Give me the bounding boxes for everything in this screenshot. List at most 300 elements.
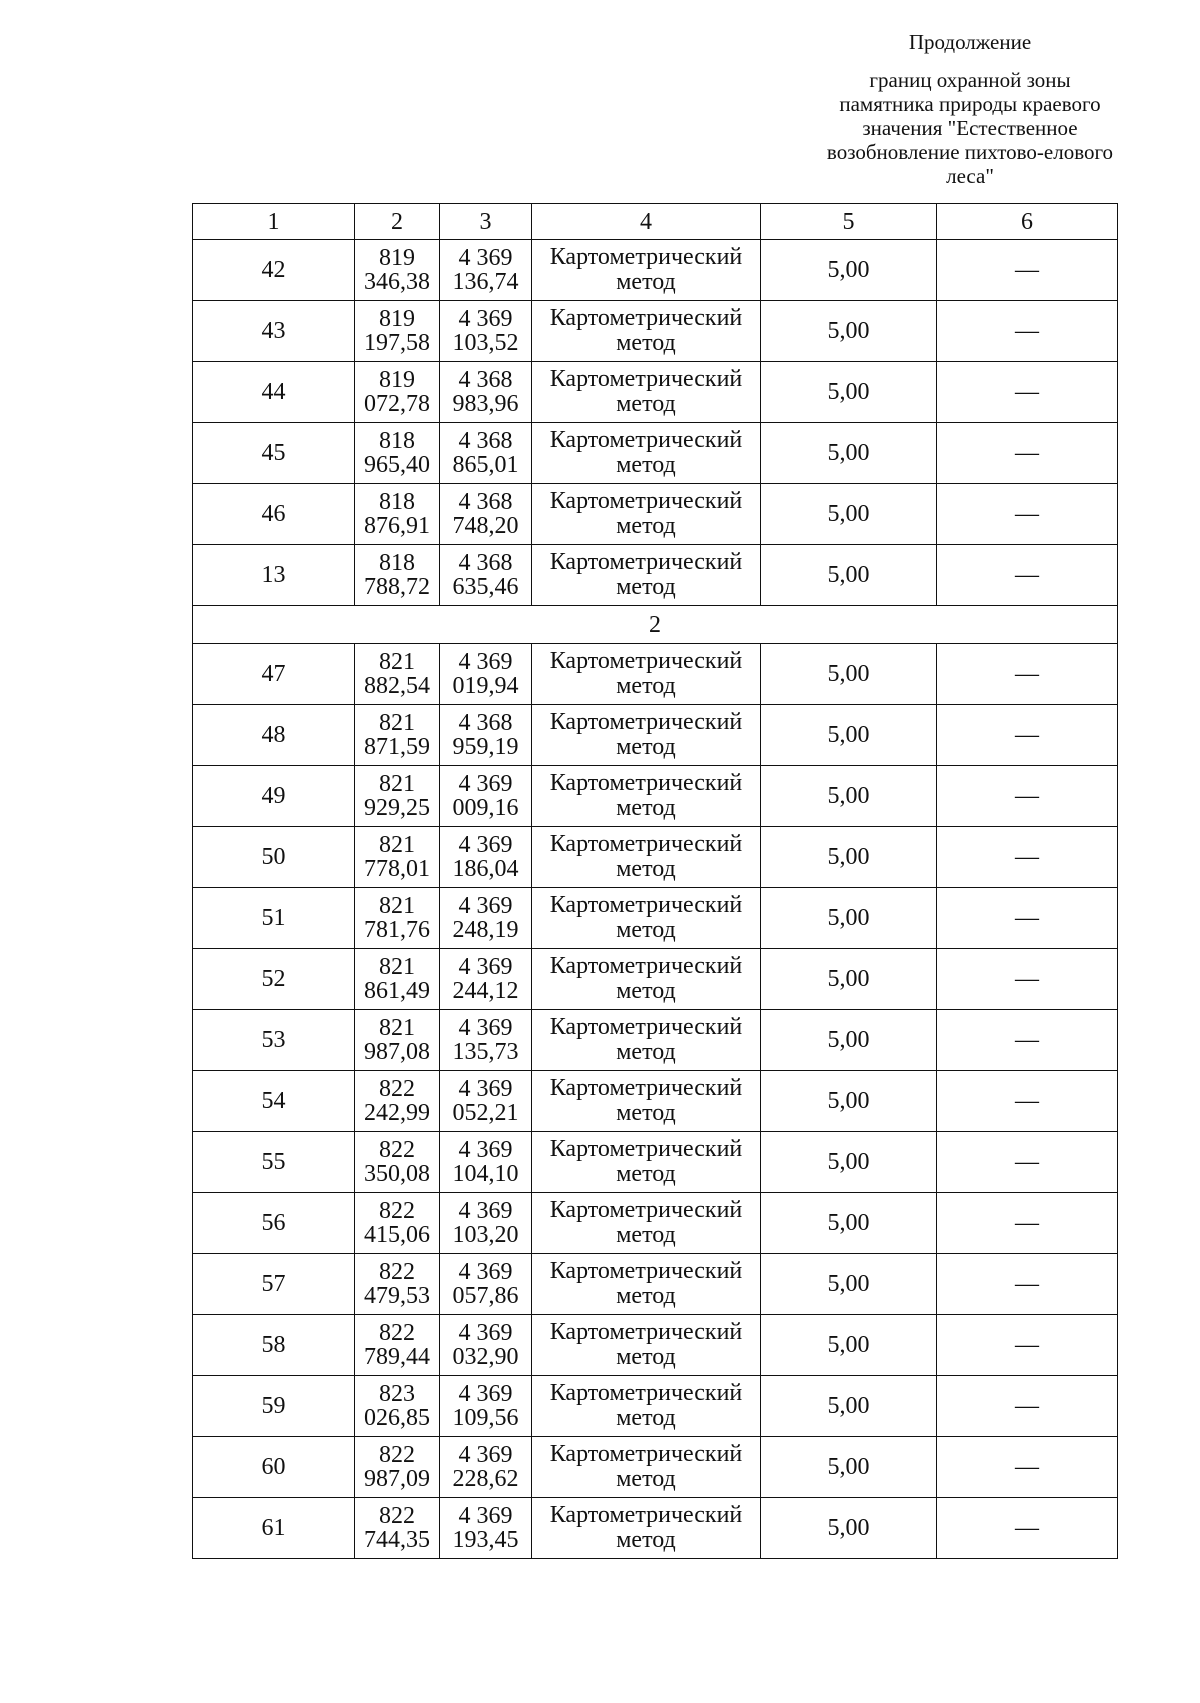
coord-x-cell-line-top: 821 bbox=[379, 893, 415, 919]
coord-y-cell bbox=[440, 1437, 532, 1498]
coord-y-cell bbox=[440, 1071, 532, 1132]
header-line-4: возобновление пихтово-елового bbox=[826, 140, 1114, 164]
method-cell-stack bbox=[532, 1381, 760, 1431]
coord-y-cell bbox=[440, 705, 532, 766]
coord-y-cell-line-top: 4 369 bbox=[458, 1381, 513, 1407]
point-number-cell: 58 bbox=[193, 1315, 355, 1376]
coord-x-cell bbox=[355, 1376, 440, 1437]
method-cell bbox=[532, 301, 761, 362]
coord-x-cell bbox=[355, 1254, 440, 1315]
method-cell bbox=[532, 1071, 761, 1132]
method-cell-line-bottom: метод bbox=[616, 856, 676, 882]
column-header-3: 3 bbox=[440, 204, 532, 240]
header-line-2: памятника природы краевого bbox=[839, 92, 1101, 116]
method-cell-stack bbox=[532, 1503, 760, 1553]
method-cell-line-bottom: метод bbox=[616, 574, 676, 600]
description-cell: — bbox=[937, 301, 1118, 362]
coord-x-cell-stack bbox=[355, 1016, 439, 1064]
coord-y-cell-line-bottom: 983,96 bbox=[452, 391, 519, 417]
coord-x-cell-line-top: 822 bbox=[379, 1198, 415, 1224]
coord-x-cell-line-bottom: 778,01 bbox=[364, 856, 430, 882]
method-cell bbox=[532, 888, 761, 949]
method-cell bbox=[532, 362, 761, 423]
method-cell-line-bottom: метод bbox=[616, 1283, 676, 1309]
method-cell-stack bbox=[532, 245, 760, 295]
method-cell-line-bottom: метод bbox=[616, 734, 676, 760]
method-cell-line-bottom: метод bbox=[616, 269, 676, 295]
description-cell: — bbox=[937, 766, 1118, 827]
point-number-cell: 59 bbox=[193, 1376, 355, 1437]
description-cell: — bbox=[937, 1254, 1118, 1315]
coord-x-cell bbox=[355, 1315, 440, 1376]
coord-y-cell bbox=[440, 888, 532, 949]
coord-x-cell-line-bottom: 415,06 bbox=[364, 1222, 430, 1248]
coord-x-cell-line-top: 821 bbox=[379, 832, 415, 858]
coord-x-cell bbox=[355, 1071, 440, 1132]
point-number-cell: 57 bbox=[193, 1254, 355, 1315]
coord-x-cell-stack bbox=[355, 772, 439, 820]
method-cell bbox=[532, 484, 761, 545]
coord-x-cell-stack bbox=[355, 650, 439, 698]
coord-x-cell bbox=[355, 766, 440, 827]
table-row bbox=[193, 240, 1118, 301]
accuracy-cell: 5,00 bbox=[761, 888, 937, 949]
accuracy-cell: 5,00 bbox=[761, 1193, 937, 1254]
coordinates-table-body bbox=[193, 204, 1118, 1559]
coord-x-cell-line-bottom: 876,91 bbox=[364, 513, 430, 539]
method-cell-stack bbox=[532, 1015, 760, 1065]
method-cell bbox=[532, 240, 761, 301]
method-cell-line-top: Картометрический bbox=[549, 770, 743, 796]
column-header-1: 1 bbox=[193, 204, 355, 240]
description-cell: — bbox=[937, 644, 1118, 705]
method-cell-line-top: Картометрический bbox=[549, 1014, 743, 1040]
method-cell bbox=[532, 1193, 761, 1254]
table-row bbox=[193, 545, 1118, 606]
method-cell-line-top: Картометрический bbox=[549, 953, 743, 979]
coord-x-cell-line-top: 819 bbox=[379, 367, 415, 393]
table-row bbox=[193, 1376, 1118, 1437]
method-cell bbox=[532, 1010, 761, 1071]
description-cell: — bbox=[937, 1437, 1118, 1498]
coord-y-cell-stack bbox=[440, 1443, 531, 1491]
method-cell bbox=[532, 1498, 761, 1559]
coord-y-cell-stack bbox=[440, 246, 531, 294]
coord-y-cell-line-bottom: 052,21 bbox=[452, 1100, 519, 1126]
coord-y-cell bbox=[440, 1376, 532, 1437]
method-cell-stack bbox=[532, 1137, 760, 1187]
table-row bbox=[193, 949, 1118, 1010]
coord-y-cell-stack bbox=[440, 551, 531, 599]
accuracy-cell: 5,00 bbox=[761, 705, 937, 766]
coord-y-cell-line-bottom: 193,45 bbox=[452, 1527, 519, 1553]
coord-x-cell bbox=[355, 240, 440, 301]
table-row bbox=[193, 362, 1118, 423]
coord-x-cell-line-top: 818 bbox=[379, 489, 415, 515]
method-cell-line-bottom: метод bbox=[616, 1161, 676, 1187]
coord-x-cell-stack bbox=[355, 551, 439, 599]
coord-y-cell-line-bottom: 136,74 bbox=[452, 269, 519, 295]
method-cell bbox=[532, 827, 761, 888]
coord-y-cell-line-top: 4 369 bbox=[458, 1198, 513, 1224]
coord-y-cell bbox=[440, 1254, 532, 1315]
method-cell bbox=[532, 766, 761, 827]
method-cell bbox=[532, 705, 761, 766]
description-cell: — bbox=[937, 362, 1118, 423]
method-cell-line-top: Картометрический bbox=[549, 1502, 743, 1528]
coord-y-cell bbox=[440, 362, 532, 423]
coord-y-cell bbox=[440, 766, 532, 827]
description-cell: — bbox=[937, 1132, 1118, 1193]
coord-y-cell-line-bottom: 186,04 bbox=[452, 856, 519, 882]
coord-y-cell-line-top: 4 368 bbox=[458, 489, 513, 515]
method-cell-line-top: Картометрический bbox=[549, 1197, 743, 1223]
coord-x-cell-line-bottom: 479,53 bbox=[364, 1283, 430, 1309]
method-cell-line-bottom: метод bbox=[616, 1100, 676, 1126]
method-cell bbox=[532, 1315, 761, 1376]
method-cell bbox=[532, 423, 761, 484]
coord-y-cell-stack bbox=[440, 368, 531, 416]
coord-x-cell-line-top: 822 bbox=[379, 1076, 415, 1102]
method-cell-line-top: Картометрический bbox=[549, 366, 743, 392]
coord-x-cell-line-bottom: 026,85 bbox=[364, 1405, 430, 1431]
coord-x-cell-line-bottom: 987,09 bbox=[364, 1466, 430, 1492]
accuracy-cell: 5,00 bbox=[761, 827, 937, 888]
point-number-cell: 48 bbox=[193, 705, 355, 766]
coordinates-table bbox=[192, 203, 1118, 1559]
point-number-cell: 61 bbox=[193, 1498, 355, 1559]
description-cell: — bbox=[937, 423, 1118, 484]
description-cell: — bbox=[937, 1498, 1118, 1559]
coord-x-cell-line-top: 821 bbox=[379, 954, 415, 980]
coord-x-cell-line-top: 822 bbox=[379, 1137, 415, 1163]
coord-x-cell bbox=[355, 1010, 440, 1071]
method-cell-line-bottom: метод bbox=[616, 1039, 676, 1065]
method-cell bbox=[532, 1254, 761, 1315]
method-cell-line-bottom: метод bbox=[616, 978, 676, 1004]
method-cell-stack bbox=[532, 893, 760, 943]
coord-y-cell bbox=[440, 644, 532, 705]
table-row bbox=[193, 1498, 1118, 1559]
method-cell-stack bbox=[532, 1076, 760, 1126]
coord-y-cell-line-bottom: 244,12 bbox=[452, 978, 519, 1004]
coord-y-cell bbox=[440, 301, 532, 362]
coord-y-cell-line-top: 4 369 bbox=[458, 245, 513, 271]
coord-y-cell bbox=[440, 1498, 532, 1559]
header-line-5: леса" bbox=[946, 164, 994, 188]
coord-x-cell-stack bbox=[355, 1077, 439, 1125]
point-number-cell: 51 bbox=[193, 888, 355, 949]
coord-y-cell-line-bottom: 635,46 bbox=[452, 574, 519, 600]
method-cell-line-top: Картометрический bbox=[549, 1441, 743, 1467]
point-number-cell: 47 bbox=[193, 644, 355, 705]
coord-y-cell-line-bottom: 748,20 bbox=[452, 513, 519, 539]
coord-y-cell bbox=[440, 545, 532, 606]
description-cell: — bbox=[937, 827, 1118, 888]
point-number-cell: 54 bbox=[193, 1071, 355, 1132]
method-cell bbox=[532, 644, 761, 705]
accuracy-cell: 5,00 bbox=[761, 1498, 937, 1559]
coord-x-cell-line-bottom: 871,59 bbox=[364, 734, 430, 760]
coord-x-cell-line-top: 821 bbox=[379, 1015, 415, 1041]
description-cell: — bbox=[937, 545, 1118, 606]
coord-x-cell bbox=[355, 545, 440, 606]
coord-x-cell-stack bbox=[355, 1138, 439, 1186]
accuracy-cell: 5,00 bbox=[761, 301, 937, 362]
section-row bbox=[193, 606, 1118, 644]
accuracy-cell: 5,00 bbox=[761, 1254, 937, 1315]
coord-y-cell-stack bbox=[440, 650, 531, 698]
coord-y-cell-stack bbox=[440, 1016, 531, 1064]
coord-x-cell-line-top: 822 bbox=[379, 1259, 415, 1285]
coord-x-cell-line-top: 822 bbox=[379, 1503, 415, 1529]
table-row bbox=[193, 644, 1118, 705]
point-number-cell: 50 bbox=[193, 827, 355, 888]
table-row bbox=[193, 1010, 1118, 1071]
coord-y-cell-line-bottom: 103,20 bbox=[452, 1222, 519, 1248]
coord-y-cell-stack bbox=[440, 1382, 531, 1430]
method-cell-stack bbox=[532, 428, 760, 478]
coord-y-cell-stack bbox=[440, 1321, 531, 1369]
coord-x-cell-line-top: 821 bbox=[379, 771, 415, 797]
coord-x-cell-line-bottom: 072,78 bbox=[364, 391, 430, 417]
coord-x-cell bbox=[355, 301, 440, 362]
coord-x-cell-stack bbox=[355, 1504, 439, 1552]
accuracy-cell: 5,00 bbox=[761, 1010, 937, 1071]
point-number-cell: 44 bbox=[193, 362, 355, 423]
method-cell-line-top: Картометрический bbox=[549, 305, 743, 331]
coord-y-cell-line-bottom: 248,19 bbox=[452, 917, 519, 943]
coord-x-cell-stack bbox=[355, 833, 439, 881]
method-cell-line-top: Картометрический bbox=[549, 1258, 743, 1284]
coord-y-cell-line-bottom: 019,94 bbox=[452, 673, 519, 699]
coord-y-cell-line-bottom: 109,56 bbox=[452, 1405, 519, 1431]
coord-y-cell-line-bottom: 228,62 bbox=[452, 1466, 519, 1492]
method-cell-line-bottom: метод bbox=[616, 1405, 676, 1431]
coord-y-cell-line-bottom: 009,16 bbox=[452, 795, 519, 821]
coord-y-cell-line-top: 4 368 bbox=[458, 710, 513, 736]
point-number-cell: 55 bbox=[193, 1132, 355, 1193]
coord-y-cell-line-top: 4 369 bbox=[458, 771, 513, 797]
coord-y-cell-line-top: 4 369 bbox=[458, 1442, 513, 1468]
coord-y-cell bbox=[440, 423, 532, 484]
method-cell-line-bottom: метод bbox=[616, 1344, 676, 1370]
coord-y-cell-stack bbox=[440, 307, 531, 355]
point-number-cell: 52 bbox=[193, 949, 355, 1010]
column-header-5: 5 bbox=[761, 204, 937, 240]
method-cell-stack bbox=[532, 1320, 760, 1370]
description-cell: — bbox=[937, 1315, 1118, 1376]
method-cell-line-top: Картометрический bbox=[549, 1075, 743, 1101]
coord-y-cell-stack bbox=[440, 1077, 531, 1125]
coord-y-cell-line-bottom: 103,52 bbox=[452, 330, 519, 356]
coord-x-cell bbox=[355, 1193, 440, 1254]
coord-y-cell bbox=[440, 1010, 532, 1071]
header-spacer bbox=[790, 54, 1150, 68]
method-cell-line-bottom: метод bbox=[616, 452, 676, 478]
coord-x-cell-line-bottom: 744,35 bbox=[364, 1527, 430, 1553]
accuracy-cell: 5,00 bbox=[761, 362, 937, 423]
method-cell-stack bbox=[532, 306, 760, 356]
method-cell-line-top: Картометрический bbox=[549, 648, 743, 674]
method-cell-line-bottom: метод bbox=[616, 1466, 676, 1492]
coord-y-cell-stack bbox=[440, 429, 531, 477]
coord-x-cell bbox=[355, 888, 440, 949]
method-cell-line-top: Картометрический bbox=[549, 1136, 743, 1162]
coord-y-cell-line-top: 4 369 bbox=[458, 306, 513, 332]
table-row bbox=[193, 888, 1118, 949]
coord-x-cell-line-bottom: 929,25 bbox=[364, 795, 430, 821]
table-header-row bbox=[193, 204, 1118, 240]
method-cell-line-bottom: метод bbox=[616, 673, 676, 699]
method-cell-line-top: Картометрический bbox=[549, 892, 743, 918]
coord-y-cell-stack bbox=[440, 1138, 531, 1186]
table-row bbox=[193, 766, 1118, 827]
coord-y-cell-line-bottom: 032,90 bbox=[452, 1344, 519, 1370]
method-cell-line-top: Картометрический bbox=[549, 427, 743, 453]
accuracy-cell: 5,00 bbox=[761, 1376, 937, 1437]
table-row bbox=[193, 423, 1118, 484]
coord-y-cell-line-top: 4 368 bbox=[458, 550, 513, 576]
method-cell-line-top: Картометрический bbox=[549, 1319, 743, 1345]
accuracy-cell: 5,00 bbox=[761, 766, 937, 827]
coord-x-cell-line-bottom: 346,38 bbox=[364, 269, 430, 295]
coord-x-cell-line-bottom: 350,08 bbox=[364, 1161, 430, 1187]
coord-x-cell-line-bottom: 965,40 bbox=[364, 452, 430, 478]
description-cell: — bbox=[937, 1010, 1118, 1071]
coord-x-cell-line-top: 819 bbox=[379, 306, 415, 332]
method-cell-stack bbox=[532, 954, 760, 1004]
coord-x-cell-line-bottom: 197,58 bbox=[364, 330, 430, 356]
point-number-cell: 60 bbox=[193, 1437, 355, 1498]
coord-x-cell-line-top: 821 bbox=[379, 710, 415, 736]
method-cell-stack bbox=[532, 832, 760, 882]
table-row bbox=[193, 1193, 1118, 1254]
method-cell-line-bottom: метод bbox=[616, 1527, 676, 1553]
description-cell: — bbox=[937, 240, 1118, 301]
coord-y-cell-line-top: 4 369 bbox=[458, 893, 513, 919]
table-row bbox=[193, 301, 1118, 362]
coord-x-cell-line-bottom: 987,08 bbox=[364, 1039, 430, 1065]
table-row bbox=[193, 1315, 1118, 1376]
method-cell-line-bottom: метод bbox=[616, 513, 676, 539]
coord-y-cell-line-top: 4 369 bbox=[458, 1320, 513, 1346]
accuracy-cell: 5,00 bbox=[761, 1071, 937, 1132]
coord-y-cell-line-top: 4 368 bbox=[458, 428, 513, 454]
coord-x-cell-line-top: 819 bbox=[379, 245, 415, 271]
coord-y-cell bbox=[440, 1315, 532, 1376]
accuracy-cell: 5,00 bbox=[761, 1132, 937, 1193]
header-line-3: значения "Естественное bbox=[862, 116, 1078, 140]
description-cell: — bbox=[937, 1376, 1118, 1437]
coord-x-cell-line-top: 818 bbox=[379, 428, 415, 454]
section-label: 2 bbox=[193, 606, 1118, 644]
method-cell-stack bbox=[532, 489, 760, 539]
coord-y-cell-stack bbox=[440, 833, 531, 881]
coord-y-cell-line-top: 4 369 bbox=[458, 649, 513, 675]
coord-x-cell-line-bottom: 781,76 bbox=[364, 917, 430, 943]
method-cell-line-bottom: метод bbox=[616, 795, 676, 821]
coord-y-cell bbox=[440, 240, 532, 301]
coord-x-cell-stack bbox=[355, 1443, 439, 1491]
coord-y-cell-line-top: 4 369 bbox=[458, 1137, 513, 1163]
coord-y-cell-line-top: 4 369 bbox=[458, 1259, 513, 1285]
coord-x-cell bbox=[355, 949, 440, 1010]
coord-x-cell-stack bbox=[355, 368, 439, 416]
coord-y-cell-line-bottom: 865,01 bbox=[452, 452, 519, 478]
coord-x-cell bbox=[355, 705, 440, 766]
continuation-label: Продолжение bbox=[908, 30, 1032, 54]
coord-y-cell-stack bbox=[440, 1260, 531, 1308]
coord-x-cell-line-top: 821 bbox=[379, 649, 415, 675]
point-number-cell: 56 bbox=[193, 1193, 355, 1254]
coord-y-cell-stack bbox=[440, 894, 531, 942]
description-cell: — bbox=[937, 1193, 1118, 1254]
coord-x-cell-stack bbox=[355, 711, 439, 759]
description-cell: — bbox=[937, 705, 1118, 766]
coord-x-cell-line-bottom: 788,72 bbox=[364, 574, 430, 600]
coord-y-cell-line-top: 4 369 bbox=[458, 954, 513, 980]
description-cell: — bbox=[937, 949, 1118, 1010]
accuracy-cell: 5,00 bbox=[761, 644, 937, 705]
column-header-6: 6 bbox=[937, 204, 1118, 240]
coord-x-cell-line-top: 818 bbox=[379, 550, 415, 576]
coord-y-cell-line-top: 4 369 bbox=[458, 1015, 513, 1041]
coord-y-cell bbox=[440, 827, 532, 888]
accuracy-cell: 5,00 bbox=[761, 949, 937, 1010]
coord-x-cell-stack bbox=[355, 429, 439, 477]
coord-x-cell bbox=[355, 644, 440, 705]
point-number-cell: 49 bbox=[193, 766, 355, 827]
coord-y-cell-line-top: 4 369 bbox=[458, 1076, 513, 1102]
point-number-cell: 43 bbox=[193, 301, 355, 362]
method-cell-line-top: Картометрический bbox=[549, 488, 743, 514]
table-row bbox=[193, 1132, 1118, 1193]
coord-x-cell-line-top: 822 bbox=[379, 1442, 415, 1468]
coord-x-cell-stack bbox=[355, 246, 439, 294]
coord-x-cell bbox=[355, 423, 440, 484]
coord-y-cell bbox=[440, 1132, 532, 1193]
document-header bbox=[790, 30, 1150, 188]
method-cell-line-bottom: метод bbox=[616, 1222, 676, 1248]
method-cell bbox=[532, 1376, 761, 1437]
accuracy-cell: 5,00 bbox=[761, 484, 937, 545]
method-cell-line-top: Картометрический bbox=[549, 709, 743, 735]
method-cell-line-top: Картометрический bbox=[549, 1380, 743, 1406]
method-cell-stack bbox=[532, 1198, 760, 1248]
point-number-cell: 46 bbox=[193, 484, 355, 545]
method-cell-stack bbox=[532, 649, 760, 699]
point-number-cell: 45 bbox=[193, 423, 355, 484]
coord-y-cell-stack bbox=[440, 772, 531, 820]
method-cell-stack bbox=[532, 550, 760, 600]
table-row bbox=[193, 484, 1118, 545]
coord-x-cell-stack bbox=[355, 955, 439, 1003]
method-cell-stack bbox=[532, 771, 760, 821]
coord-x-cell-stack bbox=[355, 894, 439, 942]
method-cell-line-top: Картометрический bbox=[549, 244, 743, 270]
point-number-cell: 13 bbox=[193, 545, 355, 606]
coord-x-cell bbox=[355, 827, 440, 888]
table-row bbox=[193, 827, 1118, 888]
coord-x-cell-stack bbox=[355, 1260, 439, 1308]
method-cell-line-top: Картометрический bbox=[549, 549, 743, 575]
coord-x-cell-stack bbox=[355, 1321, 439, 1369]
description-cell: — bbox=[937, 888, 1118, 949]
coord-x-cell-line-bottom: 861,49 bbox=[364, 978, 430, 1004]
method-cell-stack bbox=[532, 1259, 760, 1309]
point-number-cell: 53 bbox=[193, 1010, 355, 1071]
